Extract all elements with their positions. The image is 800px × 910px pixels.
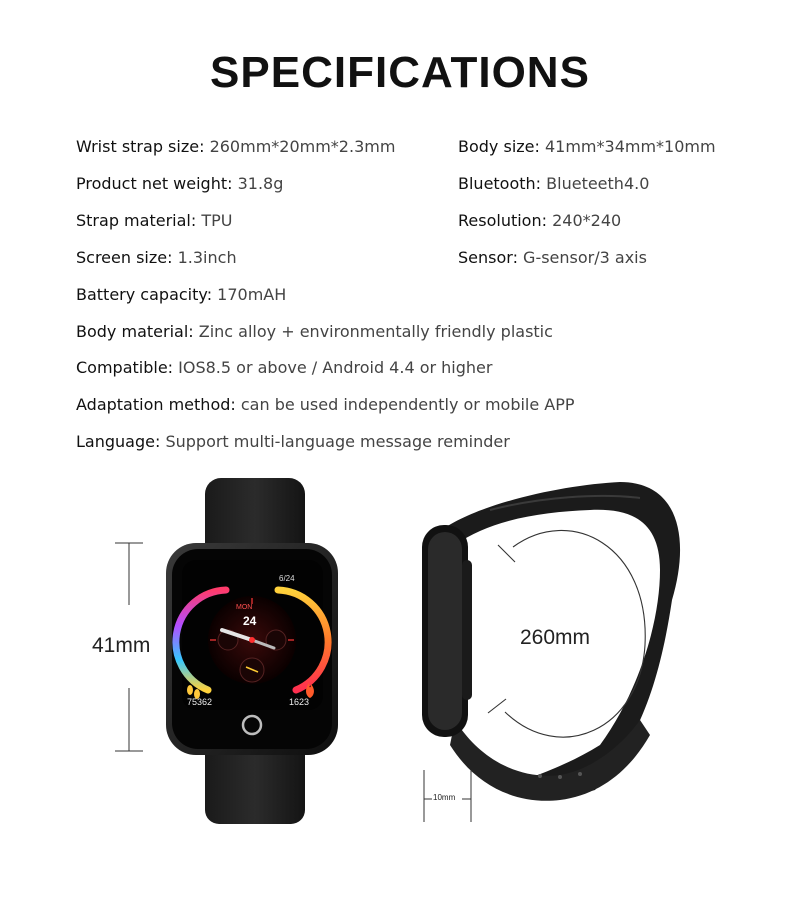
- height-dimension-label: 41mm: [92, 634, 151, 657]
- spec-key: Screen size:: [76, 248, 173, 267]
- spec-value: Zinc alloy + environmentally friendly plastic: [198, 322, 553, 341]
- watch-calories: 1623: [289, 697, 310, 707]
- thickness-dimension-label: 10mm: [433, 793, 456, 802]
- circumference-dimension-label: 260mm: [520, 626, 591, 649]
- spec-key: Product net weight:: [76, 174, 233, 193]
- spec-value: TPU: [201, 211, 233, 230]
- spec-value: G-sensor/3 axis: [523, 248, 647, 267]
- spec-key: Language:: [76, 432, 161, 451]
- spec-key: Bluetooth:: [458, 174, 542, 193]
- spec-key: Compatible:: [76, 358, 174, 377]
- watch-day-name: MON: [236, 604, 253, 611]
- spec-value: 41mm*34mm*10mm: [544, 137, 716, 156]
- spec-value: IOS8.5 or above / Android 4.4 or higher: [178, 358, 493, 377]
- spec-key: Adaptation method:: [76, 395, 236, 414]
- spec-key: Battery capacity:: [76, 285, 213, 304]
- spec-value: Support multi-language message reminder: [165, 432, 510, 451]
- spec-value: 31.8g: [237, 174, 284, 193]
- spec-value: can be used independently or mobile APP: [240, 395, 575, 414]
- spec-key: Body material:: [76, 322, 194, 341]
- spec-value: Blueteeth4.0: [546, 174, 650, 193]
- spec-key: Resolution:: [458, 211, 547, 230]
- spec-value: 170mAH: [217, 285, 287, 304]
- spec-value: 1.3inch: [177, 248, 237, 267]
- spec-value: 260mm*20mm*2.3mm: [209, 137, 396, 156]
- spec-key: Sensor:: [458, 248, 518, 267]
- spec-value: 240*240: [552, 211, 622, 230]
- spec-key: Strap material:: [76, 211, 197, 230]
- spec-key: Body size:: [458, 137, 540, 156]
- watch-date: 6/24: [279, 574, 295, 583]
- spec-key: Wrist strap size:: [76, 137, 205, 156]
- watch-day-number: 24: [243, 614, 257, 628]
- page-title: SPECIFICATIONS: [210, 48, 590, 97]
- watch-steps: 75362: [187, 697, 213, 707]
